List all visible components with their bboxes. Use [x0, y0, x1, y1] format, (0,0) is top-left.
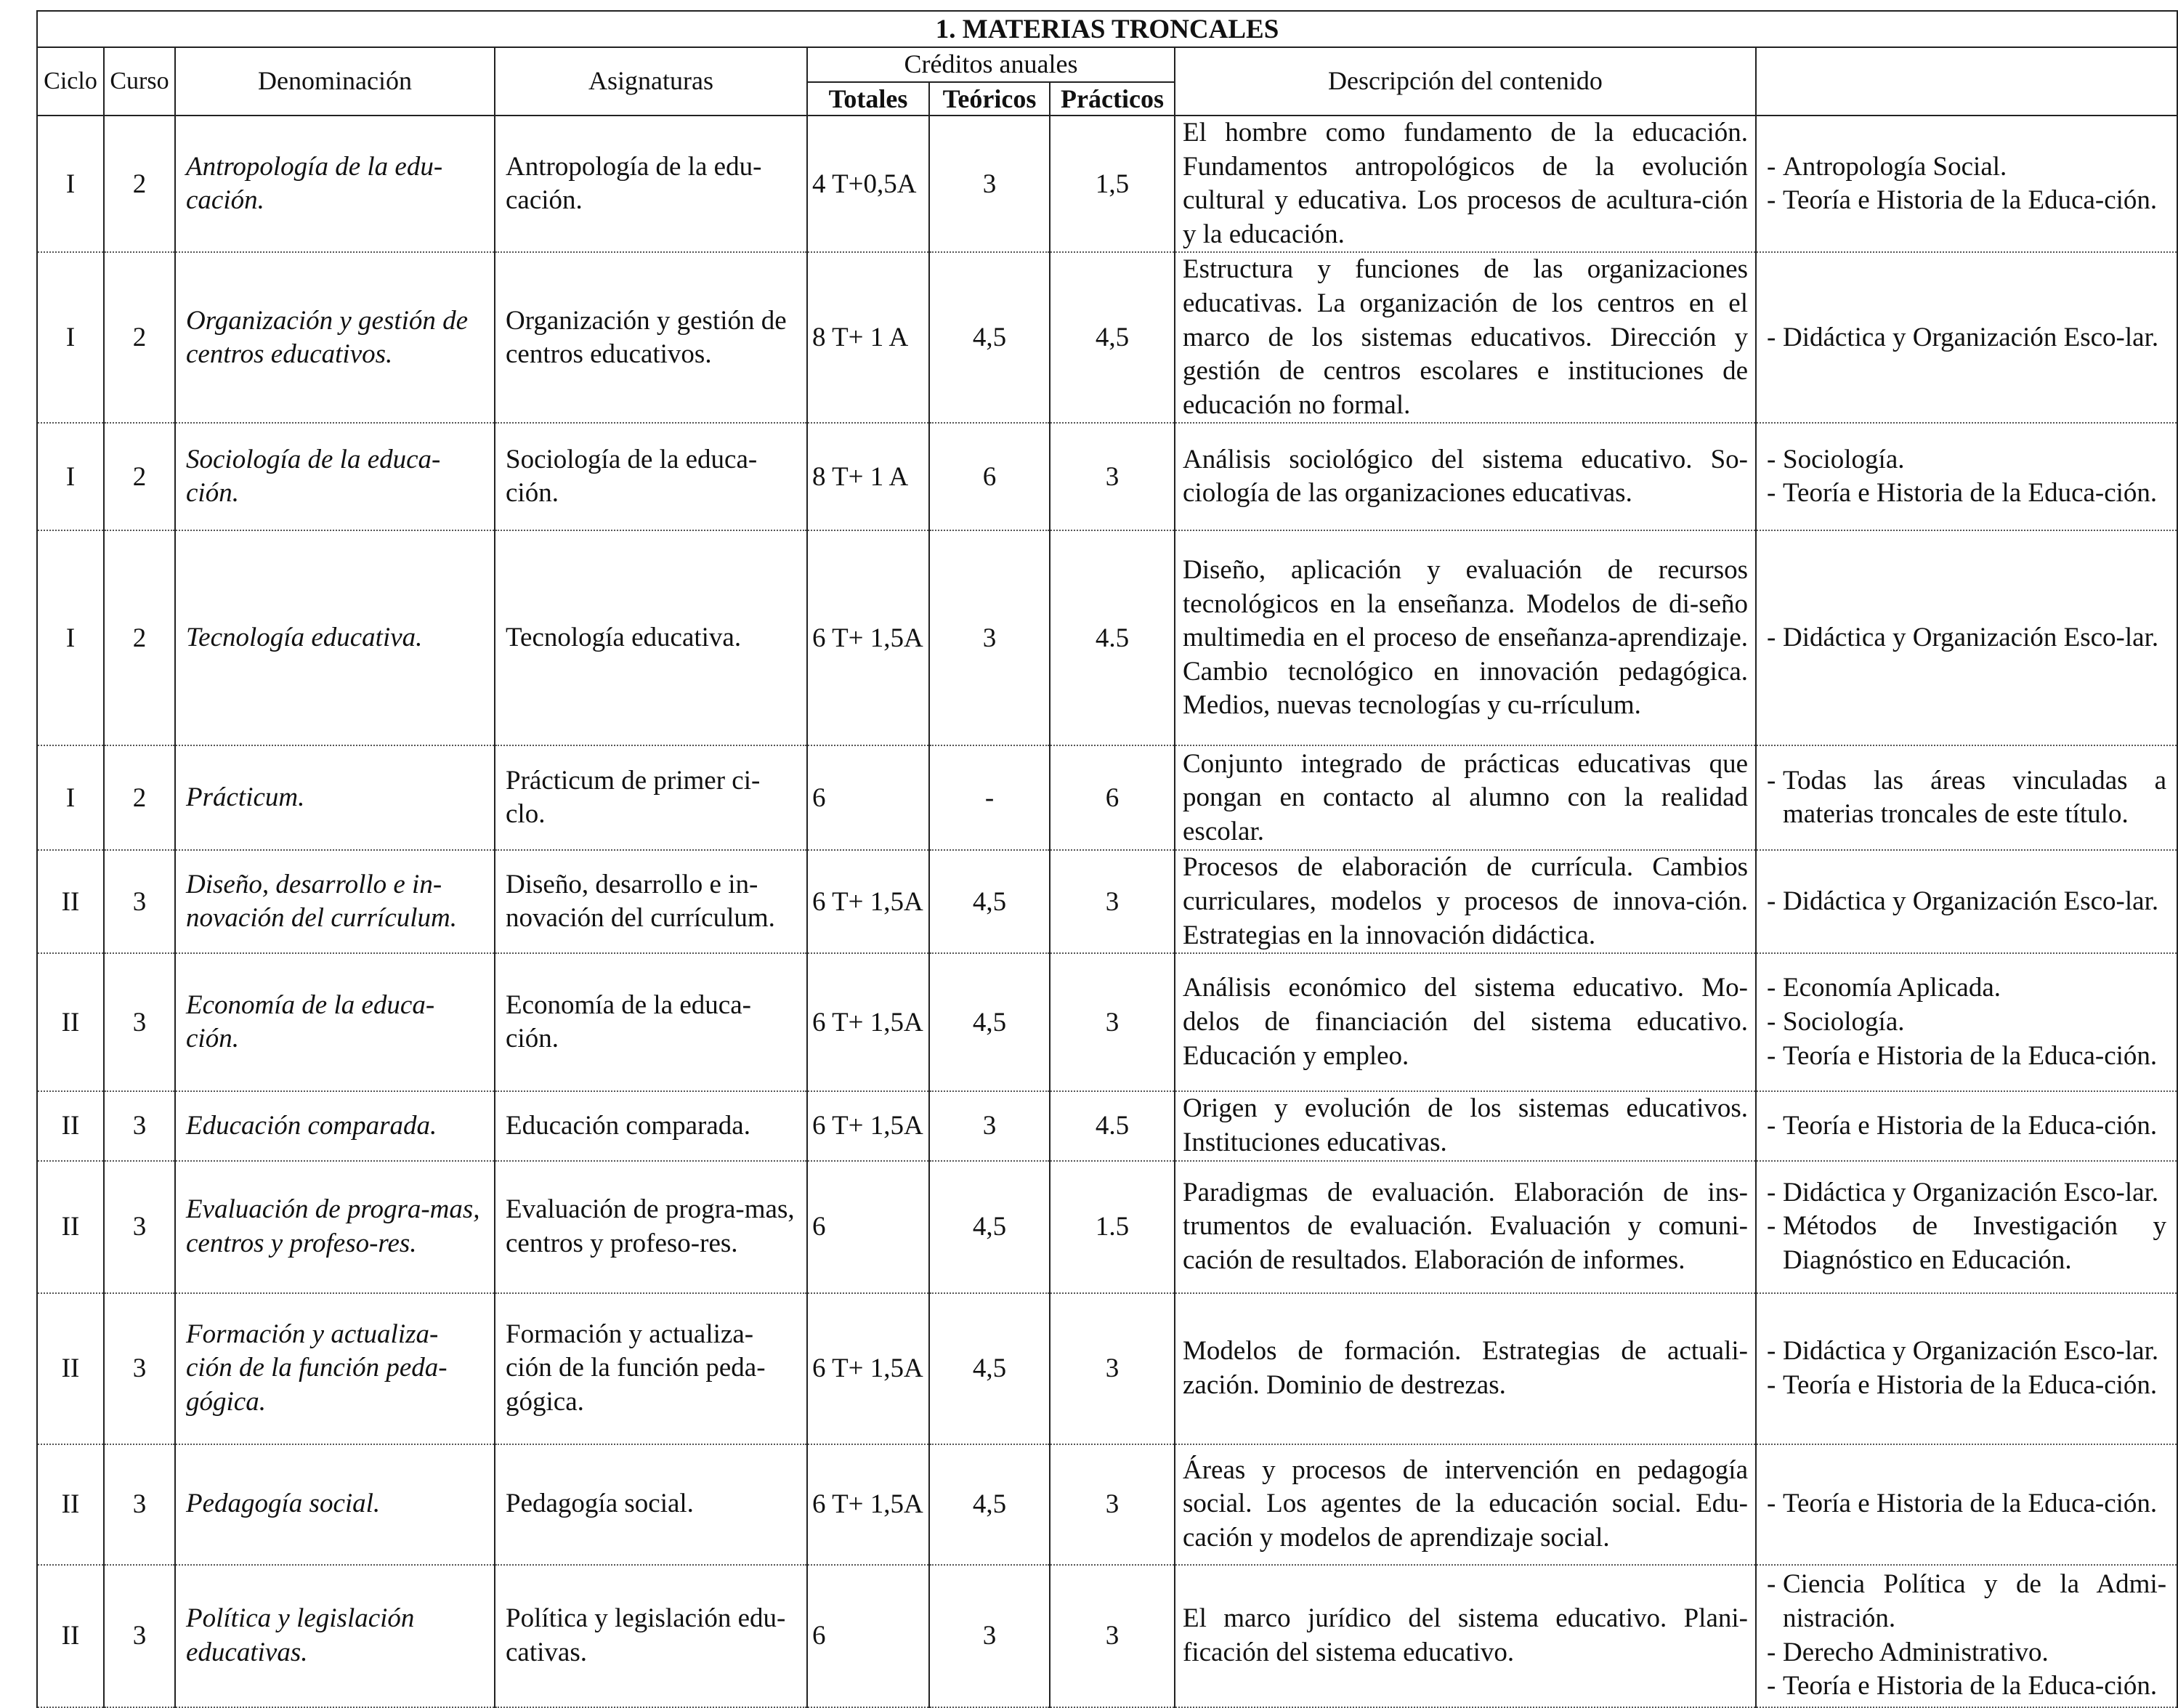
- denominacion-cell: Sociología de la educa-ción.: [175, 423, 495, 530]
- asignatura-cell: Organización y gestión de centros educativos.: [495, 252, 807, 423]
- descripcion-cell: Estructura y funciones de las organizaciones educativas. La organización de los centros en el marco de los sistemas educativos. Dirección y gestión de centros escolares e instituciones de educación no formal.: [1175, 252, 1756, 423]
- descripcion-cell: El hombre como fundamento de la educación. Fundamentos antropológicos de la evolución cultural y educativa. Los procesos de acultura-ción y la educación.: [1175, 116, 1756, 252]
- teoricos-cell: -: [929, 745, 1050, 850]
- area-item: - Didáctica y Organización Esco-lar.: [1764, 321, 2166, 355]
- practicos-cell: 4.5: [1050, 530, 1175, 745]
- descripcion-cell: Origen y evolución de los sistemas educativos. Instituciones educativas.: [1175, 1091, 1756, 1160]
- totales-cell: 8 T+ 1 A: [807, 423, 929, 530]
- areas-list: [1764, 621, 2166, 655]
- practicos-cell: 3: [1050, 1565, 1175, 1707]
- teoricos-cell: 4,5: [929, 1161, 1050, 1293]
- denominacion-cell: Organización y gestión de centros educativos.: [175, 252, 495, 423]
- header-areas: [1756, 47, 2177, 116]
- area-item: - Ciencia Política y de la Admi-nistración.: [1764, 1568, 2166, 1635]
- totales-cell: 6 T+ 1,5A: [807, 1444, 929, 1565]
- table-body: [37, 116, 2177, 1707]
- table-row: [37, 745, 2177, 850]
- totales-cell: 8 T+ 1 A: [807, 252, 929, 423]
- teoricos-cell: 4,5: [929, 1293, 1050, 1444]
- descripcion-cell: Diseño, aplicación y evaluación de recursos tecnológicos en la enseñanza. Modelos de di-seño multimedia en el proceso de enseñanza-aprendizaje. Cambio tecnológico en innovación pedagógica. Medios, nuevas tecnologías y cu-rrículum.: [1175, 530, 1756, 745]
- curso-cell: 3: [104, 1091, 175, 1160]
- materias-table: [36, 10, 2178, 1708]
- area-item: - Todas las áreas vinculadas a materias troncales de este título.: [1764, 764, 2166, 832]
- totales-cell: 4 T+0,5A: [807, 116, 929, 252]
- area-item: - Teoría e Historia de la Educa-ción.: [1764, 1487, 2166, 1521]
- ciclo-cell: II: [37, 1091, 104, 1160]
- area-item: - Antropología Social.: [1764, 150, 2166, 185]
- header-practicos: Prácticos: [1050, 82, 1175, 116]
- teoricos-cell: 4,5: [929, 1444, 1050, 1565]
- areas-list: [1764, 1568, 2166, 1703]
- area-item: - Didáctica y Organización Esco-lar.: [1764, 1335, 2166, 1369]
- practicos-cell: 3: [1050, 953, 1175, 1091]
- asignatura-cell: Pedagogía social.: [495, 1444, 807, 1565]
- area-item: - Sociología.: [1764, 443, 2166, 477]
- header-totales: Totales: [807, 82, 929, 116]
- ciclo-cell: II: [37, 1293, 104, 1444]
- areas-list: [1764, 150, 2166, 218]
- asignatura-cell: Antropología de la edu-cación.: [495, 116, 807, 252]
- ciclo-cell: I: [37, 745, 104, 850]
- table-row: [37, 1444, 2177, 1565]
- areas-cell: [1756, 1293, 2177, 1444]
- teoricos-cell: 3: [929, 530, 1050, 745]
- totales-cell: 6: [807, 1565, 929, 1707]
- header-creditos: Créditos anuales: [807, 47, 1175, 82]
- table-row: [37, 530, 2177, 745]
- table-row: [37, 116, 2177, 252]
- header-asignaturas: Asignaturas: [495, 47, 807, 116]
- totales-cell: 6 T+ 1,5A: [807, 953, 929, 1091]
- totales-cell: 6: [807, 1161, 929, 1293]
- asignatura-cell: Tecnología educativa.: [495, 530, 807, 745]
- ciclo-cell: I: [37, 530, 104, 745]
- curso-cell: 3: [104, 953, 175, 1091]
- curso-cell: 3: [104, 1293, 175, 1444]
- teoricos-cell: 3: [929, 116, 1050, 252]
- asignatura-cell: Diseño, desarrollo e in-novación del currículum.: [495, 850, 807, 953]
- areas-cell: [1756, 1444, 2177, 1565]
- practicos-cell: 6: [1050, 745, 1175, 850]
- areas-list: [1764, 971, 2166, 1073]
- denominacion-cell: Tecnología educativa.: [175, 530, 495, 745]
- asignatura-cell: Evaluación de progra-mas, centros y profeso-res.: [495, 1161, 807, 1293]
- area-item: - Didáctica y Organización Esco-lar.: [1764, 621, 2166, 655]
- materias-troncales-sheet: [36, 10, 2177, 1708]
- area-item: - Teoría e Historia de la Educa-ción.: [1764, 1040, 2166, 1074]
- practicos-cell: 1.5: [1050, 1161, 1175, 1293]
- totales-cell: 6: [807, 745, 929, 850]
- practicos-cell: 3: [1050, 1444, 1175, 1565]
- area-item: - Teoría e Historia de la Educa-ción.: [1764, 1109, 2166, 1144]
- descripcion-cell: Paradigmas de evaluación. Elaboración de ins-trumentos de evaluación. Evaluación y comuni-cación de resultados. Elaboración de informes.: [1175, 1161, 1756, 1293]
- denominacion-cell: Educación comparada.: [175, 1091, 495, 1160]
- areas-list: [1764, 885, 2166, 919]
- curso-cell: 2: [104, 530, 175, 745]
- denominacion-cell: Política y legislación educativas.: [175, 1565, 495, 1707]
- curso-cell: 3: [104, 1565, 175, 1707]
- areas-cell: [1756, 116, 2177, 252]
- denominacion-cell: Diseño, desarrollo e in-novación del currículum.: [175, 850, 495, 953]
- ciclo-cell: II: [37, 850, 104, 953]
- denominacion-cell: Pedagogía social.: [175, 1444, 495, 1565]
- curso-cell: 3: [104, 1161, 175, 1293]
- curso-cell: 3: [104, 850, 175, 953]
- area-item: - Economía Aplicada.: [1764, 971, 2166, 1005]
- practicos-cell: 3: [1050, 1293, 1175, 1444]
- areas-cell: [1756, 252, 2177, 423]
- teoricos-cell: 6: [929, 423, 1050, 530]
- asignatura-cell: Formación y actualiza-ción de la función peda-gógica.: [495, 1293, 807, 1444]
- descripcion-cell: Análisis sociológico del sistema educativo. So-ciología de las organizaciones educativas.: [1175, 423, 1756, 530]
- descripcion-cell: El marco jurídico del sistema educativo. Plani-ficación del sistema educativo.: [1175, 1565, 1756, 1707]
- areas-cell: [1756, 953, 2177, 1091]
- practicos-cell: 4.5: [1050, 1091, 1175, 1160]
- totales-cell: 6 T+ 1,5A: [807, 1293, 929, 1444]
- area-item: - Didáctica y Organización Esco-lar.: [1764, 885, 2166, 919]
- denominacion-cell: Antropología de la edu-cación.: [175, 116, 495, 252]
- denominacion-cell: Prácticum.: [175, 745, 495, 850]
- areas-list: [1764, 1487, 2166, 1521]
- table-row: [37, 1293, 2177, 1444]
- denominacion-cell: Economía de la educa-ción.: [175, 953, 495, 1091]
- areas-cell: [1756, 745, 2177, 850]
- areas-cell: [1756, 530, 2177, 745]
- area-item: - Teoría e Historia de la Educa-ción.: [1764, 1669, 2166, 1704]
- areas-list: [1764, 1109, 2166, 1144]
- curso-cell: 2: [104, 745, 175, 850]
- asignatura-cell: Política y legislación edu-cativas.: [495, 1565, 807, 1707]
- descripcion-cell: Procesos de elaboración de currícula. Cambios curriculares, modelos y procesos de innova-ción. Estrategias en la innovación didáctica.: [1175, 850, 1756, 953]
- table-row: [37, 423, 2177, 530]
- asignatura-cell: Educación comparada.: [495, 1091, 807, 1160]
- descripcion-cell: Análisis económico del sistema educativo. Mo-delos de financiación del sistema educativo. Educación y empleo.: [1175, 953, 1756, 1091]
- denominacion-cell: Formación y actualiza-ción de la función peda-gógica.: [175, 1293, 495, 1444]
- practicos-cell: 4,5: [1050, 252, 1175, 423]
- practicos-cell: 3: [1050, 423, 1175, 530]
- ciclo-cell: I: [37, 252, 104, 423]
- area-item: - Didáctica y Organización Esco-lar.: [1764, 1176, 2166, 1210]
- areas-list: [1764, 764, 2166, 832]
- asignatura-cell: Economía de la educa-ción.: [495, 953, 807, 1091]
- practicos-cell: 1,5: [1050, 116, 1175, 252]
- areas-list: [1764, 321, 2166, 355]
- descripcion-cell: Áreas y procesos de intervención en pedagogía social. Los agentes de la educación social. Edu-cación y modelos de aprendizaje social.: [1175, 1444, 1756, 1565]
- area-item: - Teoría e Historia de la Educa-ción.: [1764, 1369, 2166, 1403]
- ciclo-cell: II: [37, 1565, 104, 1707]
- area-item: - Métodos de Investigación y Diagnóstico en Educación.: [1764, 1210, 2166, 1277]
- areas-list: [1764, 1176, 2166, 1278]
- descripcion-cell: Modelos de formación. Estrategias de actuali-zación. Dominio de destrezas.: [1175, 1293, 1756, 1444]
- areas-cell: [1756, 1565, 2177, 1707]
- table-row: [37, 953, 2177, 1091]
- header-descripcion: Descripción del contenido: [1175, 47, 1756, 116]
- table-title: 1. MATERIAS TRONCALES: [37, 11, 2177, 47]
- table-row: [37, 1565, 2177, 1707]
- areas-cell: [1756, 1161, 2177, 1293]
- curso-cell: 3: [104, 1444, 175, 1565]
- areas-list: [1764, 443, 2166, 511]
- totales-cell: 6 T+ 1,5A: [807, 1091, 929, 1160]
- descripcion-cell: Conjunto integrado de prácticas educativas que pongan en contacto al alumno con la realidad escolar.: [1175, 745, 1756, 850]
- teoricos-cell: 4,5: [929, 953, 1050, 1091]
- table-row: [37, 850, 2177, 953]
- area-item: - Sociología.: [1764, 1005, 2166, 1040]
- teoricos-cell: 4,5: [929, 850, 1050, 953]
- teoricos-cell: 4,5: [929, 252, 1050, 423]
- ciclo-cell: II: [37, 1444, 104, 1565]
- areas-cell: [1756, 423, 2177, 530]
- teoricos-cell: 3: [929, 1091, 1050, 1160]
- teoricos-cell: 3: [929, 1565, 1050, 1707]
- denominacion-cell: Evaluación de progra-mas, centros y profeso-res.: [175, 1161, 495, 1293]
- area-item: - Derecho Administrativo.: [1764, 1636, 2166, 1670]
- header-teoricos: Teóricos: [929, 82, 1050, 116]
- ciclo-cell: I: [37, 116, 104, 252]
- totales-cell: 6 T+ 1,5A: [807, 850, 929, 953]
- areas-cell: [1756, 850, 2177, 953]
- table-row: [37, 1161, 2177, 1293]
- header-curso: Curso: [104, 47, 175, 116]
- asignatura-cell: Prácticum de primer ci-clo.: [495, 745, 807, 850]
- area-item: - Teoría e Historia de la Educa-ción.: [1764, 477, 2166, 511]
- header-ciclo: Ciclo: [37, 47, 104, 116]
- areas-list: [1764, 1335, 2166, 1402]
- totales-cell: 6 T+ 1,5A: [807, 530, 929, 745]
- header-denominacion: Denominación: [175, 47, 495, 116]
- areas-cell: [1756, 1091, 2177, 1160]
- curso-cell: 2: [104, 116, 175, 252]
- ciclo-cell: I: [37, 423, 104, 530]
- table-row: [37, 1091, 2177, 1160]
- ciclo-cell: II: [37, 1161, 104, 1293]
- area-item: - Teoría e Historia de la Educa-ción.: [1764, 184, 2166, 218]
- practicos-cell: 3: [1050, 850, 1175, 953]
- curso-cell: 2: [104, 252, 175, 423]
- asignatura-cell: Sociología de la educa-ción.: [495, 423, 807, 530]
- ciclo-cell: II: [37, 953, 104, 1091]
- table-row: [37, 252, 2177, 423]
- curso-cell: 2: [104, 423, 175, 530]
